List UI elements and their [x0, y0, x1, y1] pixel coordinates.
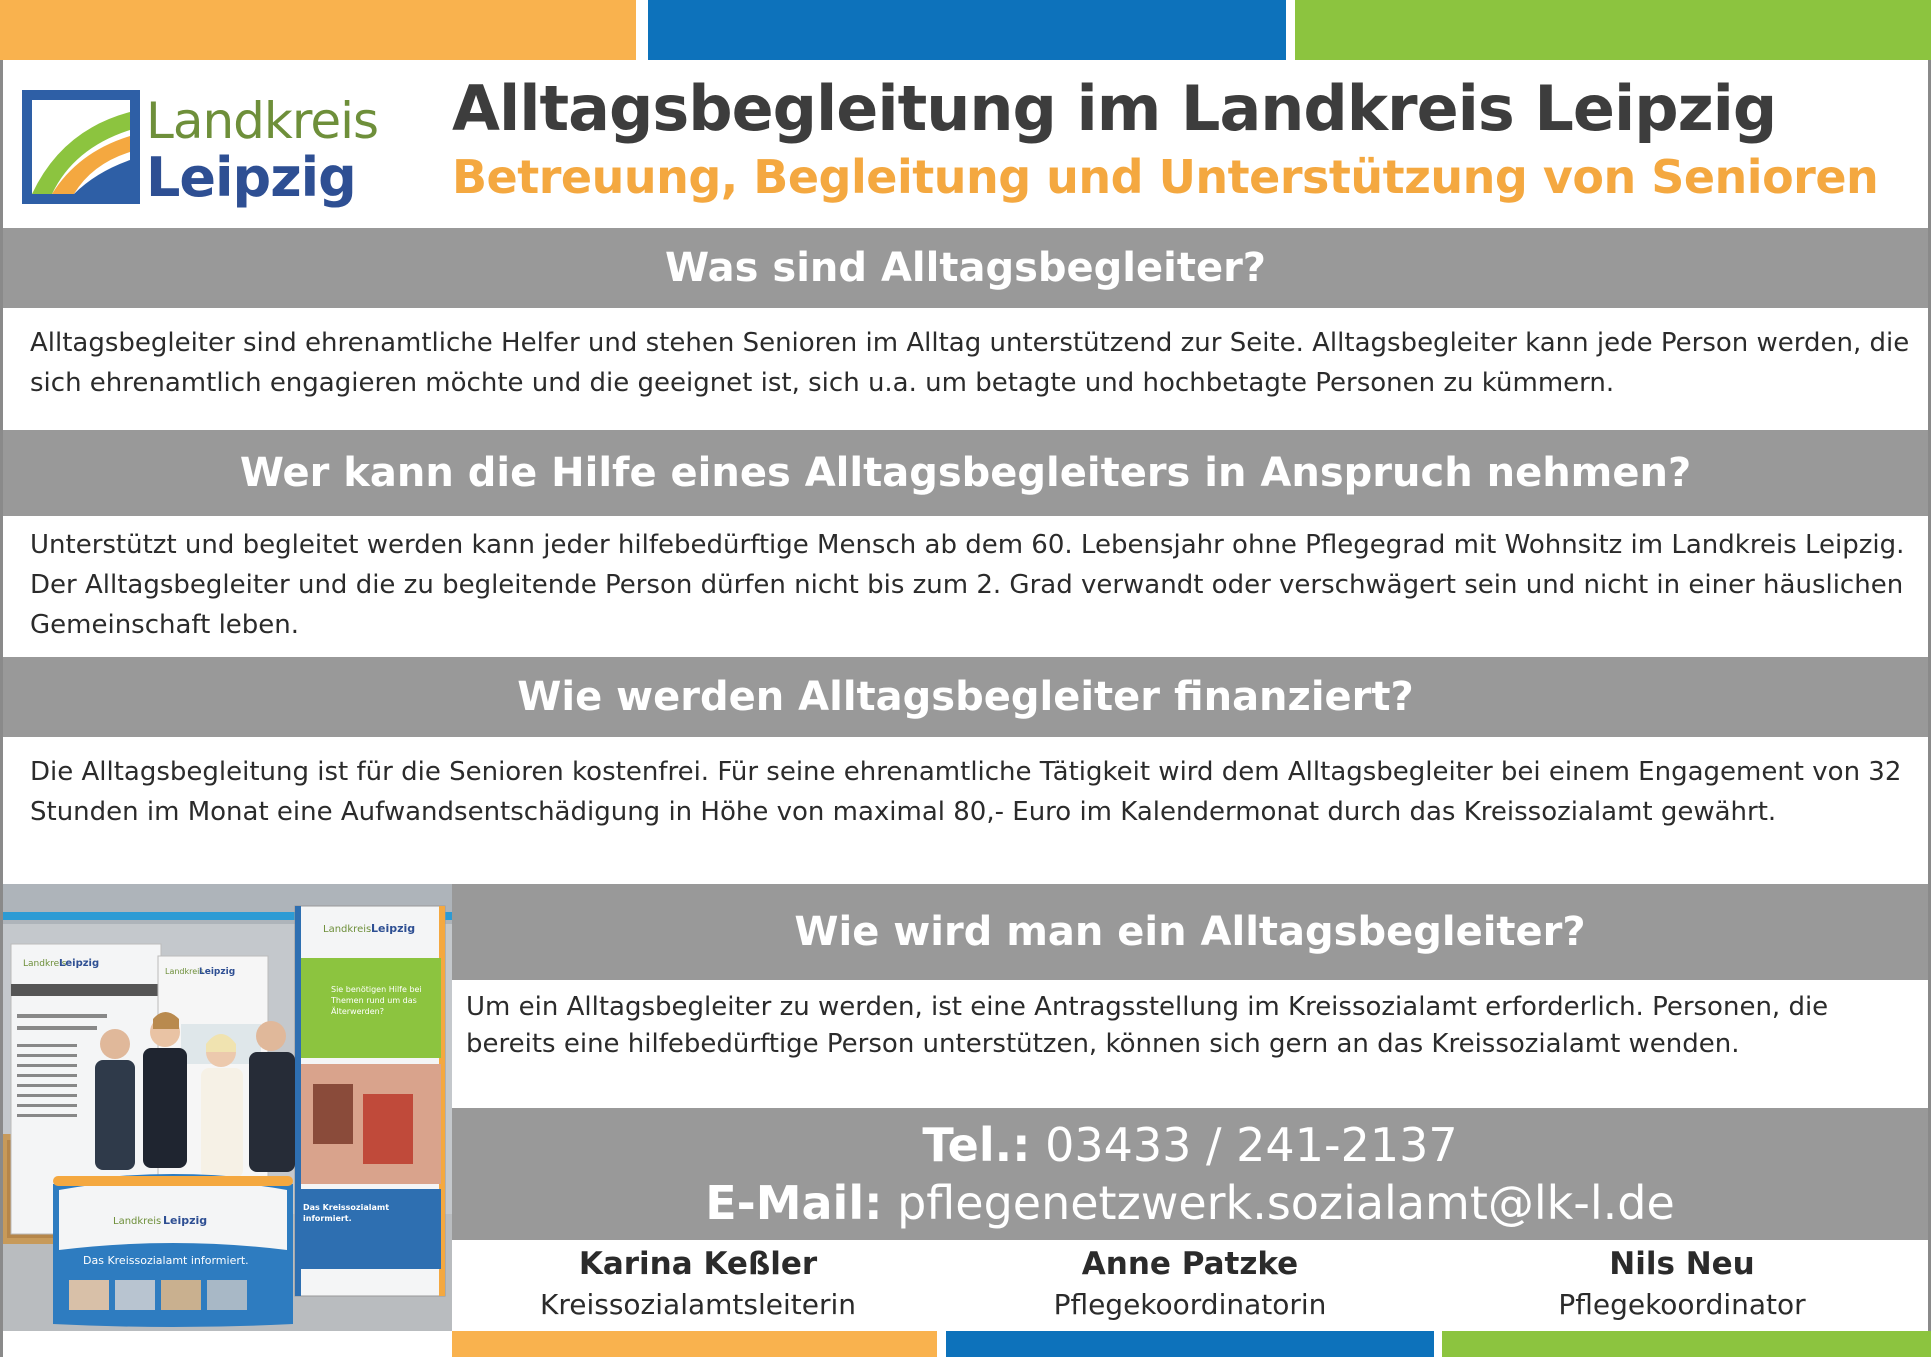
section-text-1: Alltagsbegleiter sind ehrenamtliche Helfer und stehen Senioren im Alltag unterstützend zur Seite. Alltagsbegleiter kann jede Person werden, die sich ehrenamtlich engagieren möchte und die geeignet ist, sich u.a. um betagte und hochbetagte Personen zu kümmern. [30, 328, 1910, 398]
bottom-bar-green [1442, 1331, 1931, 1357]
contact-person-1 [452, 1240, 944, 1321]
contact-person-3 [1436, 1240, 1928, 1321]
person-name: Nils Neu [1609, 1246, 1755, 1282]
email-line [452, 1174, 1928, 1232]
section-heading-4: Wie wird man ein Alltagsbegleiter? [452, 884, 1928, 980]
photo-right-banner-logo-small: Landkreis [323, 924, 372, 935]
photo-right-banner-bottom-text: Das Kreissozialamt informiert. [303, 1203, 390, 1223]
section-heading-1: Was sind Alltagsbegleiter? [3, 228, 1928, 308]
contact-band [452, 1108, 1928, 1240]
logo-text-landkreis: Landkreis [146, 92, 379, 150]
contact-person-2 [944, 1240, 1436, 1321]
top-bar-green [1295, 0, 1931, 60]
photo-counter-logo-big: Leipzig [163, 1214, 208, 1227]
person-name: Anne Patzke [1081, 1246, 1299, 1282]
person-role: Pflegekoordinatorin [1053, 1288, 1327, 1321]
phone-line [452, 1116, 1928, 1174]
photo-center-banner-logo-small: Landkreis [165, 967, 204, 976]
phone-label: Tel.: [922, 1118, 1031, 1172]
section-text-4: Um ein Alltagsbegleiter zu werden, ist eine Antragsstellung im Kreissozialamt erforderlich. Personen, die bereits eine hilfebedürftige Person unterstützen, können sich gern an das Kreissozialamt wenden. [466, 992, 1829, 1059]
person-role: Kreissozialamtsleiterin [539, 1288, 856, 1321]
info-stand-illustration [3, 884, 452, 1331]
contact-persons [452, 1240, 1928, 1331]
landkreis-logo-mark-icon [22, 90, 140, 204]
photo-counter-logo-small: Landkreis [113, 1216, 162, 1227]
bottom-bar-orange [452, 1331, 937, 1357]
bottom-bar-blue [946, 1331, 1434, 1357]
page-subtitle: Betreuung, Begleitung und Unterstützung von Senioren [452, 150, 1879, 204]
photo-left-banner-logo-small: Landkreis [23, 959, 67, 969]
logo-text-leipzig: Leipzig [146, 146, 356, 209]
top-bar-blue [648, 0, 1286, 60]
photo-right-banner-text: Sie benötigen Hilfe bei Themen rund um das Älterwerden? [331, 985, 422, 1016]
photo-right-banner-logo-big: Leipzig [371, 922, 416, 935]
section-heading-2: Wer kann die Hilfe eines Alltagsbegleiters in Anspruch nehmen? [3, 430, 1928, 516]
section-heading-3: Wie werden Alltagsbegleiter finanziert? [3, 657, 1928, 737]
top-bar-orange [0, 0, 636, 60]
page-title: Alltagsbegleitung im Landkreis Leipzig [452, 72, 1777, 145]
person-name: Karina Keßler [578, 1246, 818, 1282]
phone-number[interactable]: 03433 / 241-2137 [1045, 1118, 1458, 1172]
email-address[interactable]: pflegenetzwerk.sozialamt@lk-l.de [897, 1176, 1675, 1230]
photo-counter-text: Das Kreissozialamt informiert. [83, 1254, 249, 1267]
info-stand-photo [3, 884, 452, 1331]
section-text-3: Die Alltagsbegleitung ist für die Senioren kostenfrei. Für seine ehrenamtliche Tätigkeit wird dem Alltagsbegleiter bei einem Engagement von 32 Stunden im Monat eine Aufwandsentschädigung in Höhe von maximal 80,- Euro im Kalendermonat durch das Kreissozialamt gewährt. [30, 757, 1902, 827]
email-label: E-Mail: [705, 1176, 883, 1230]
person-role: Pflegekoordinator [1558, 1288, 1806, 1321]
section-text-2: Unterstützt und begleitet werden kann jeder hilfebedürftige Mensch ab dem 60. Lebensjahr ohne Pflegegrad mit Wohnsitz im Landkreis Leipzig. Der Alltagsbegleiter und die zu begleitende Person dürfen nicht bis zum 2. Grad verwandt oder verschwägert sein und nicht in einer häuslichen Gemeinschaft leben. [30, 530, 1905, 640]
photo-left-banner-logo-big: Leipzig [59, 958, 100, 969]
photo-center-banner-logo-big: Leipzig [199, 967, 236, 977]
landkreis-logo [22, 86, 379, 216]
